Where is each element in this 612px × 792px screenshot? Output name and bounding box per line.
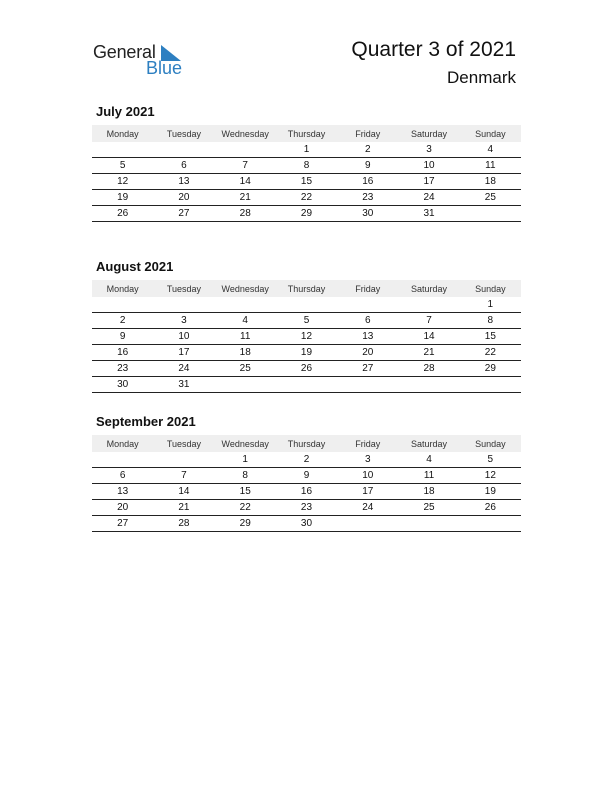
day-cell: 26 xyxy=(484,502,496,513)
day-cell: 23 xyxy=(117,363,129,374)
day-cell: 27 xyxy=(178,208,190,219)
day-cell: 13 xyxy=(362,331,374,342)
day-cell: 31 xyxy=(178,379,190,390)
week-row xyxy=(92,516,521,532)
day-cell: 20 xyxy=(362,347,374,358)
week-row xyxy=(92,142,521,158)
day-cell: 27 xyxy=(362,363,374,374)
weekday-header xyxy=(92,280,521,297)
day-cell: 18 xyxy=(423,486,435,497)
country-name: Denmark xyxy=(447,68,516,87)
week-row xyxy=(92,297,521,313)
day-cell: 4 xyxy=(242,315,248,326)
day-cell: 22 xyxy=(484,347,496,358)
logo-general-text: General xyxy=(93,42,156,62)
weekday-label: Saturday xyxy=(411,283,448,294)
day-cell: 3 xyxy=(426,144,432,155)
weekday-label: Monday xyxy=(106,283,139,294)
day-cell: 9 xyxy=(364,160,371,171)
day-cell: 7 xyxy=(181,470,187,481)
day-cell: 16 xyxy=(300,486,313,497)
day-cell: 5 xyxy=(487,454,494,465)
weekday-label: Thursday xyxy=(287,438,326,449)
weekday-header xyxy=(92,435,521,452)
day-cell: 23 xyxy=(300,502,313,513)
day-cell: 25 xyxy=(484,192,496,203)
weeks xyxy=(92,452,521,532)
weekday-label: Thursday xyxy=(287,283,326,294)
day-cell: 10 xyxy=(362,470,374,481)
day-cell: 29 xyxy=(239,518,251,529)
day-cell: 10 xyxy=(423,160,435,171)
month-september xyxy=(92,414,521,532)
week-row xyxy=(92,206,521,222)
day-cell: 21 xyxy=(423,347,435,358)
day-cell: 11 xyxy=(423,470,435,481)
day-cell: 8 xyxy=(487,315,494,326)
week-row xyxy=(92,468,521,484)
day-cell: 26 xyxy=(300,363,313,374)
day-cell: 20 xyxy=(178,192,190,203)
day-cell: 7 xyxy=(242,160,248,171)
day-cell: 28 xyxy=(239,208,251,219)
week-row xyxy=(92,500,521,516)
weekday-label: Friday xyxy=(355,128,381,139)
week-row xyxy=(92,174,521,190)
day-cell: 17 xyxy=(423,176,435,187)
day-cell: 19 xyxy=(300,347,313,358)
day-cell: 15 xyxy=(239,486,251,497)
day-cell: 15 xyxy=(300,176,313,187)
day-cell: 27 xyxy=(117,518,129,529)
week-row xyxy=(92,452,521,468)
day-cell: 4 xyxy=(426,454,432,465)
day-cell: 18 xyxy=(239,347,251,358)
day-cell: 30 xyxy=(362,208,374,219)
day-cell: 11 xyxy=(240,331,251,342)
weekday-label: Wednesday xyxy=(221,283,269,294)
weeks xyxy=(92,297,521,393)
week-row xyxy=(92,190,521,206)
day-cell: 6 xyxy=(181,160,187,171)
week-row xyxy=(92,158,521,174)
month-august xyxy=(92,259,521,393)
day-cell: 21 xyxy=(239,192,251,203)
day-cell: 15 xyxy=(484,331,496,342)
day-cell: 8 xyxy=(242,470,248,481)
day-cell: 7 xyxy=(426,315,432,326)
weeks xyxy=(92,142,521,222)
day-cell: 2 xyxy=(303,454,310,465)
day-cell: 30 xyxy=(300,518,313,529)
day-cell: 28 xyxy=(178,518,190,529)
day-cell: 17 xyxy=(178,347,190,358)
weekday-label: Wednesday xyxy=(221,128,269,139)
day-cell: 13 xyxy=(117,486,129,497)
day-cell: 29 xyxy=(300,208,313,219)
day-cell: 24 xyxy=(423,192,435,203)
day-cell: 2 xyxy=(364,144,371,155)
day-cell: 22 xyxy=(239,502,251,513)
day-cell: 11 xyxy=(485,160,496,171)
day-cell: 5 xyxy=(119,160,126,171)
day-cell: 14 xyxy=(239,176,251,187)
day-cell: 24 xyxy=(362,502,374,513)
weekday-label: Friday xyxy=(355,438,381,449)
day-cell: 2 xyxy=(119,315,126,326)
week-row xyxy=(92,345,521,361)
weekday-label: Monday xyxy=(106,128,139,139)
day-cell: 30 xyxy=(117,379,129,390)
weekday-label: Sunday xyxy=(475,438,506,449)
weekday-label: Tuesday xyxy=(166,438,202,449)
month-title: August 2021 xyxy=(96,259,174,274)
day-cell: 14 xyxy=(178,486,190,497)
month-july xyxy=(92,104,521,222)
weekday-label: Tuesday xyxy=(166,128,202,139)
day-cell: 23 xyxy=(362,192,374,203)
week-row xyxy=(92,329,521,345)
week-row xyxy=(92,484,521,500)
day-cell: 18 xyxy=(484,176,496,187)
weekday-header xyxy=(92,125,521,142)
day-cell: 26 xyxy=(117,208,129,219)
week-row xyxy=(92,313,521,329)
day-cell: 6 xyxy=(364,315,371,326)
day-cell: 9 xyxy=(119,331,126,342)
day-cell: 8 xyxy=(303,160,310,171)
weekday-label: Monday xyxy=(106,438,139,449)
day-cell: 10 xyxy=(178,331,190,342)
day-cell: 21 xyxy=(178,502,190,513)
day-cell: 31 xyxy=(423,208,435,219)
day-cell: 12 xyxy=(300,331,313,342)
day-cell: 5 xyxy=(303,315,310,326)
day-cell: 25 xyxy=(239,363,251,374)
month-title: July 2021 xyxy=(96,104,155,119)
day-cell: 14 xyxy=(423,331,435,342)
logo xyxy=(93,40,193,80)
day-cell: 16 xyxy=(362,176,374,187)
day-cell: 22 xyxy=(300,192,313,203)
day-cell: 19 xyxy=(484,486,496,497)
day-cell: 24 xyxy=(178,363,190,374)
month-title: September 2021 xyxy=(96,414,196,429)
day-cell: 4 xyxy=(487,144,494,155)
day-cell: 29 xyxy=(484,363,496,374)
week-row xyxy=(92,361,521,377)
page-title: Quarter 3 of 2021 xyxy=(351,38,516,61)
day-cell: 3 xyxy=(364,454,371,465)
day-cell: 9 xyxy=(303,470,310,481)
day-cell: 28 xyxy=(423,363,435,374)
day-cell: 25 xyxy=(423,502,435,513)
weekday-label: Wednesday xyxy=(221,438,269,449)
day-cell: 13 xyxy=(178,176,190,187)
day-cell: 3 xyxy=(181,315,187,326)
day-cell: 19 xyxy=(117,192,129,203)
day-cell: 1 xyxy=(303,144,310,155)
weekday-label: Tuesday xyxy=(166,283,202,294)
weekday-label: Thursday xyxy=(287,128,326,139)
weekday-label: Friday xyxy=(355,283,381,294)
weekday-label: Sunday xyxy=(475,283,506,294)
weekday-label: Saturday xyxy=(411,128,448,139)
day-cell: 1 xyxy=(487,299,494,310)
weekday-label: Saturday xyxy=(411,438,448,449)
day-cell: 20 xyxy=(117,502,129,513)
day-cell: 6 xyxy=(119,470,126,481)
day-cell: 17 xyxy=(362,486,374,497)
day-cell: 12 xyxy=(484,470,496,481)
weekday-label: Sunday xyxy=(475,128,506,139)
week-row xyxy=(92,377,521,393)
logo-blue-text: Blue xyxy=(146,58,183,78)
day-cell: 1 xyxy=(242,454,248,465)
day-cell: 12 xyxy=(117,176,129,187)
day-cell: 16 xyxy=(117,347,129,358)
